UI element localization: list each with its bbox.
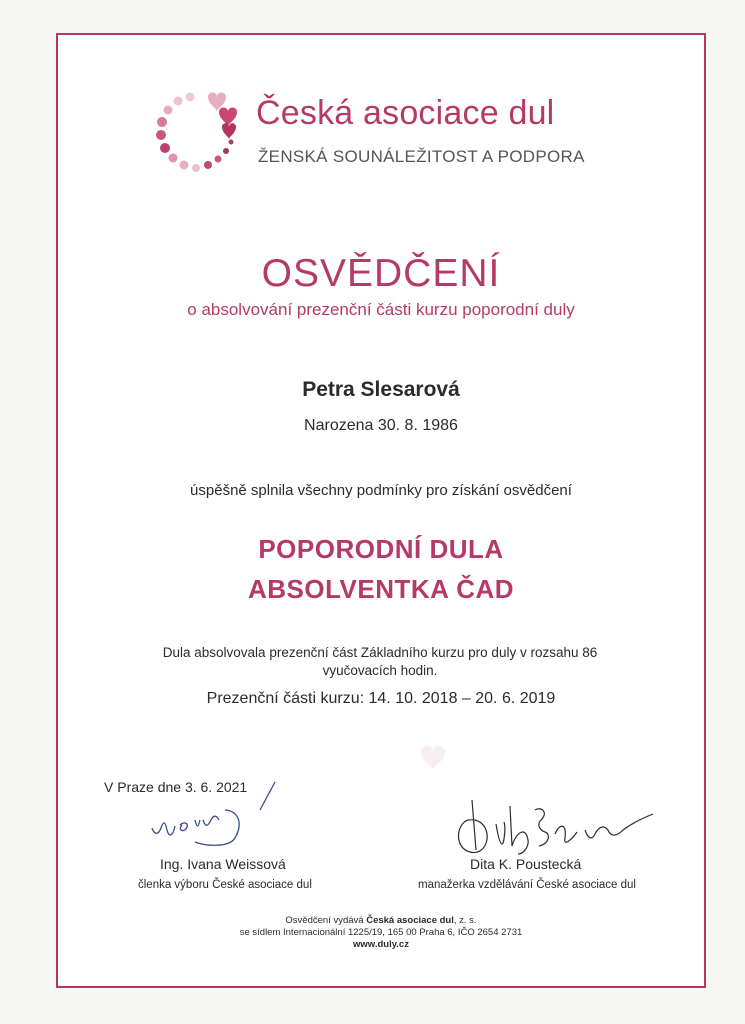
signer2-role: manažerka vzdělávání České asociace dul xyxy=(418,879,636,891)
organization-name: Česká asociace dul xyxy=(256,94,555,132)
certificate-title: OSVĚDČENÍ xyxy=(261,252,501,295)
footer-website: www.duly.cz xyxy=(353,939,409,950)
footer-issuer-suffix: , z. s. xyxy=(453,915,477,926)
footer-issuer-prefix: Osvědčení vydává xyxy=(285,915,367,926)
course-dates: Prezenční části kurzu: 14. 10. 2018 – 20. 6. 2019 xyxy=(206,690,556,707)
course-description: Dula absolvovala prezenční část Základního kurzu pro duly v rozsahu 86 vyučovacích hodin. xyxy=(162,645,598,678)
recipient-birth: Narozena 30. 8. 1986 xyxy=(304,417,458,434)
signer1-name: Ing. Ivana Weissová xyxy=(160,856,286,872)
course-title-line1: POPORODNÍ DULA xyxy=(258,534,504,564)
place-and-date: V Praze dne 3. 6. 2021 xyxy=(104,779,248,795)
heart-watermark-icon xyxy=(420,745,446,769)
certificate-subtitle: o absolvování prezenční části kurzu poporodní duly xyxy=(187,300,575,319)
footer-issuer-org: Česká asociace dul xyxy=(366,915,454,926)
organization-tagline: ŽENSKÁ SOUNÁLEŽITOST A PODPORA xyxy=(258,147,585,166)
signer2-name: Dita K. Poustecká xyxy=(470,856,582,872)
signer1-role: členka výboru České asociace dul xyxy=(138,879,312,891)
footer-issuer xyxy=(56,915,706,927)
footer-address: se sídlem Internacionální 1225/19, 165 00 Praha 6, IČO 2654 2731 xyxy=(239,927,523,938)
signature-weissova xyxy=(140,780,290,850)
condition-statement: úspěšně splnila všechny podmínky pro získání osvědčení xyxy=(190,482,572,499)
organization-logo xyxy=(150,85,240,180)
course-title-line2: ABSOLVENTKA ČAD xyxy=(247,574,515,604)
recipient-name: Petra Slesarová xyxy=(302,378,460,401)
